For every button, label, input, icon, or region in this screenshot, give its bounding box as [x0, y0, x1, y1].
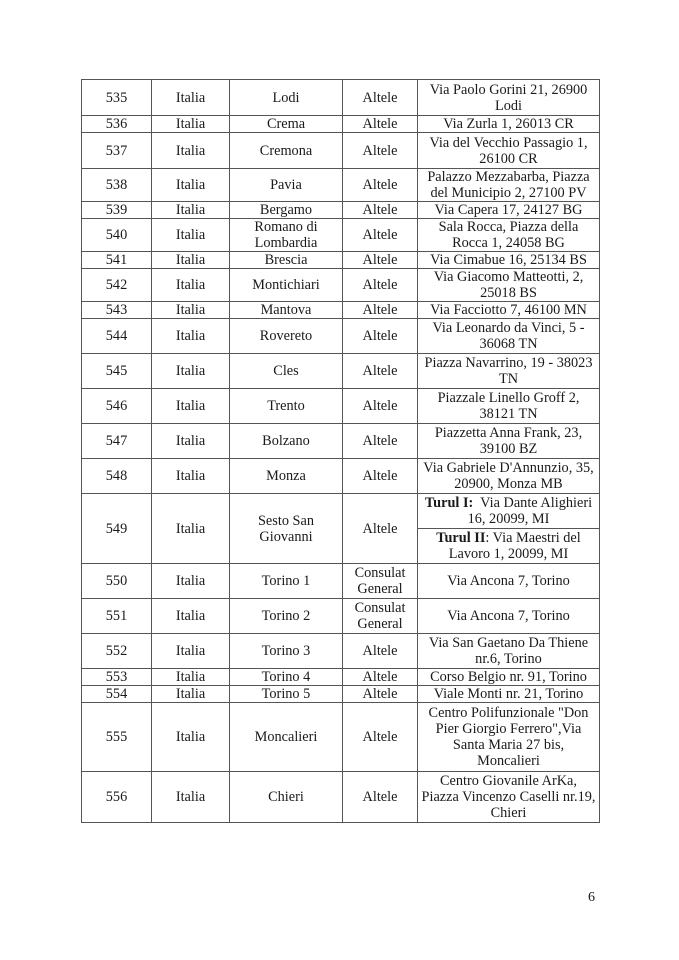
table-row: [82, 219, 600, 252]
cell-adresa: Via Ancona 7, Torino: [418, 599, 600, 634]
cell-localitate: Chieri: [230, 772, 343, 823]
cell-tara: Italia: [152, 354, 230, 389]
table-row: [82, 564, 600, 599]
cell-tara: Italia: [152, 302, 230, 319]
cell-tip: Altele: [343, 772, 418, 823]
cell-tip: Altele: [343, 202, 418, 219]
cell-nr: 535: [82, 80, 152, 116]
cell-localitate: Mantova: [230, 302, 343, 319]
cell-tip: Altele: [343, 686, 418, 703]
cell-tara: Italia: [152, 424, 230, 459]
cell-tara: Italia: [152, 116, 230, 133]
cell-adresa: Via San Gaetano Da Thiene nr.6, Torino: [418, 634, 600, 669]
cell-localitate: Torino 1: [230, 564, 343, 599]
cell-tara: Italia: [152, 494, 230, 564]
table-row: [82, 389, 600, 424]
table-row: [82, 634, 600, 669]
cell-tara: Italia: [152, 133, 230, 169]
cell-tara: Italia: [152, 669, 230, 686]
table-row: [82, 703, 600, 772]
cell-nr: 548: [82, 459, 152, 494]
page-number: 6: [588, 890, 595, 905]
cell-tip: Altele: [343, 424, 418, 459]
cell-tara: Italia: [152, 564, 230, 599]
table-row: [82, 319, 600, 354]
cell-adresa: Via Ancona 7, Torino: [418, 564, 600, 599]
table-row: [82, 269, 600, 302]
cell-nr: 546: [82, 389, 152, 424]
cell-adresa: Sala Rocca, Piazza della Rocca 1, 24058 BG: [418, 219, 600, 252]
cell-adresa: Via Cimabue 16, 25134 BS: [418, 252, 600, 269]
cell-tip: Altele: [343, 389, 418, 424]
table-row: [82, 80, 600, 116]
cell-tara: Italia: [152, 703, 230, 772]
cell-adresa: Via del Vecchio Passagio 1, 26100 CR: [418, 133, 600, 169]
cell-localitate: Bergamo: [230, 202, 343, 219]
polling-stations-table: [81, 79, 600, 823]
cell-nr: 536: [82, 116, 152, 133]
cell-nr: 543: [82, 302, 152, 319]
cell-tip: Consulat General: [343, 564, 418, 599]
cell-tara: Italia: [152, 599, 230, 634]
cell-localitate: Torino 5: [230, 686, 343, 703]
cell-tip: Altele: [343, 354, 418, 389]
cell-localitate: Sesto San Giovanni: [230, 494, 343, 564]
cell-tip: Altele: [343, 116, 418, 133]
cell-localitate: Crema: [230, 116, 343, 133]
cell-tip: Altele: [343, 459, 418, 494]
table-row: [82, 686, 600, 703]
cell-tara: Italia: [152, 319, 230, 354]
cell-localitate: Torino 2: [230, 599, 343, 634]
cell-tara: Italia: [152, 459, 230, 494]
cell-adresa: Via Giacomo Matteotti, 2, 25018 BS: [418, 269, 600, 302]
cell-tara: Italia: [152, 80, 230, 116]
cell-tip: Altele: [343, 219, 418, 252]
cell-nr: 555: [82, 703, 152, 772]
cell-adresa: Piazzetta Anna Frank, 23, 39100 BZ: [418, 424, 600, 459]
round-2-label: Turul II: [436, 530, 486, 546]
table-row: [82, 252, 600, 269]
cell-nr: 552: [82, 634, 152, 669]
table-row: [82, 116, 600, 133]
cell-adresa: Via Gabriele D'Annunzio, 35, 20900, Monza MB: [418, 459, 600, 494]
cell-nr: 554: [82, 686, 152, 703]
table-row: [82, 169, 600, 202]
cell-nr: 553: [82, 669, 152, 686]
cell-adresa: Via Zurla 1, 26013 CR: [418, 116, 600, 133]
table-row: [82, 772, 600, 823]
cell-localitate: Brescia: [230, 252, 343, 269]
cell-tara: Italia: [152, 269, 230, 302]
cell-localitate: Cles: [230, 354, 343, 389]
cell-adresa: Piazza Navarrino, 19 - 38023 TN: [418, 354, 600, 389]
cell-localitate: Bolzano: [230, 424, 343, 459]
cell-tip: Altele: [343, 669, 418, 686]
cell-tara: Italia: [152, 169, 230, 202]
cell-nr: 540: [82, 219, 152, 252]
cell-adresa: Palazzo Mezzabarba, Piazza del Municipio 2, 27100 PV: [418, 169, 600, 202]
cell-nr: 545: [82, 354, 152, 389]
cell-tara: Italia: [152, 252, 230, 269]
cell-nr: 550: [82, 564, 152, 599]
cell-adresa: Viale Monti nr. 21, Torino: [418, 686, 600, 703]
round-1-label: Turul I:: [424, 495, 474, 511]
cell-adresa-turul-1: [418, 494, 600, 529]
cell-adresa: Via Paolo Gorini 21, 26900 Lodi: [418, 80, 600, 116]
cell-adresa: Corso Belgio nr. 91, Torino: [418, 669, 600, 686]
cell-tip: Altele: [343, 133, 418, 169]
table-row: [82, 459, 600, 494]
cell-adresa: Via Facciotto 7, 46100 MN: [418, 302, 600, 319]
round-1-address: Via Dante Alighieri 16, 20099, MI: [467, 495, 596, 527]
cell-localitate: Rovereto: [230, 319, 343, 354]
table-row: [82, 133, 600, 169]
cell-tip: Altele: [343, 319, 418, 354]
cell-localitate: Monza: [230, 459, 343, 494]
table-row: [82, 424, 600, 459]
table-row: [82, 494, 600, 529]
cell-tip: Altele: [343, 494, 418, 564]
cell-tara: Italia: [152, 389, 230, 424]
cell-tip: Altele: [343, 169, 418, 202]
cell-adresa: Centro Giovanile ArKa, Piazza Vincenzo Caselli nr.19, Chieri: [418, 772, 600, 823]
cell-tip: Altele: [343, 252, 418, 269]
cell-tara: Italia: [152, 202, 230, 219]
cell-adresa: Via Capera 17, 24127 BG: [418, 202, 600, 219]
cell-nr: 556: [82, 772, 152, 823]
cell-nr: 549: [82, 494, 152, 564]
cell-nr: 541: [82, 252, 152, 269]
cell-nr: 551: [82, 599, 152, 634]
cell-nr: 542: [82, 269, 152, 302]
cell-tip: Altele: [343, 302, 418, 319]
cell-tip: Altele: [343, 703, 418, 772]
cell-tip: Altele: [343, 269, 418, 302]
table-body: [82, 80, 600, 823]
cell-adresa: Piazzale Linello Groff 2, 38121 TN: [418, 389, 600, 424]
cell-localitate: Romano di Lombardia: [230, 219, 343, 252]
cell-tara: Italia: [152, 634, 230, 669]
table-row: [82, 302, 600, 319]
cell-nr: 538: [82, 169, 152, 202]
cell-localitate: Torino 3: [230, 634, 343, 669]
cell-localitate: Cremona: [230, 133, 343, 169]
cell-tara: Italia: [152, 686, 230, 703]
cell-adresa-turul-2: [418, 529, 600, 564]
cell-localitate: Lodi: [230, 80, 343, 116]
cell-localitate: Moncalieri: [230, 703, 343, 772]
cell-localitate: Montichiari: [230, 269, 343, 302]
cell-localitate: Pavia: [230, 169, 343, 202]
table-row: [82, 599, 600, 634]
cell-adresa: Via Leonardo da Vinci, 5 - 36068 TN: [418, 319, 600, 354]
round-2-address: : Via Maestri del Lavoro 1, 20099, MI: [448, 530, 581, 562]
cell-tip: Altele: [343, 634, 418, 669]
cell-nr: 537: [82, 133, 152, 169]
cell-nr: 547: [82, 424, 152, 459]
cell-localitate: Torino 4: [230, 669, 343, 686]
cell-tip: Altele: [343, 80, 418, 116]
cell-tara: Italia: [152, 219, 230, 252]
table-row: [82, 354, 600, 389]
cell-nr: 539: [82, 202, 152, 219]
cell-localitate: Trento: [230, 389, 343, 424]
cell-nr: 544: [82, 319, 152, 354]
table-row: [82, 202, 600, 219]
cell-tara: Italia: [152, 772, 230, 823]
cell-tip: Consulat General: [343, 599, 418, 634]
table-row: [82, 669, 600, 686]
cell-adresa: Centro Polifunzionale "Don Pier Giorgio Ferrero",Via Santa Maria 27 bis, Moncalieri: [418, 703, 600, 772]
